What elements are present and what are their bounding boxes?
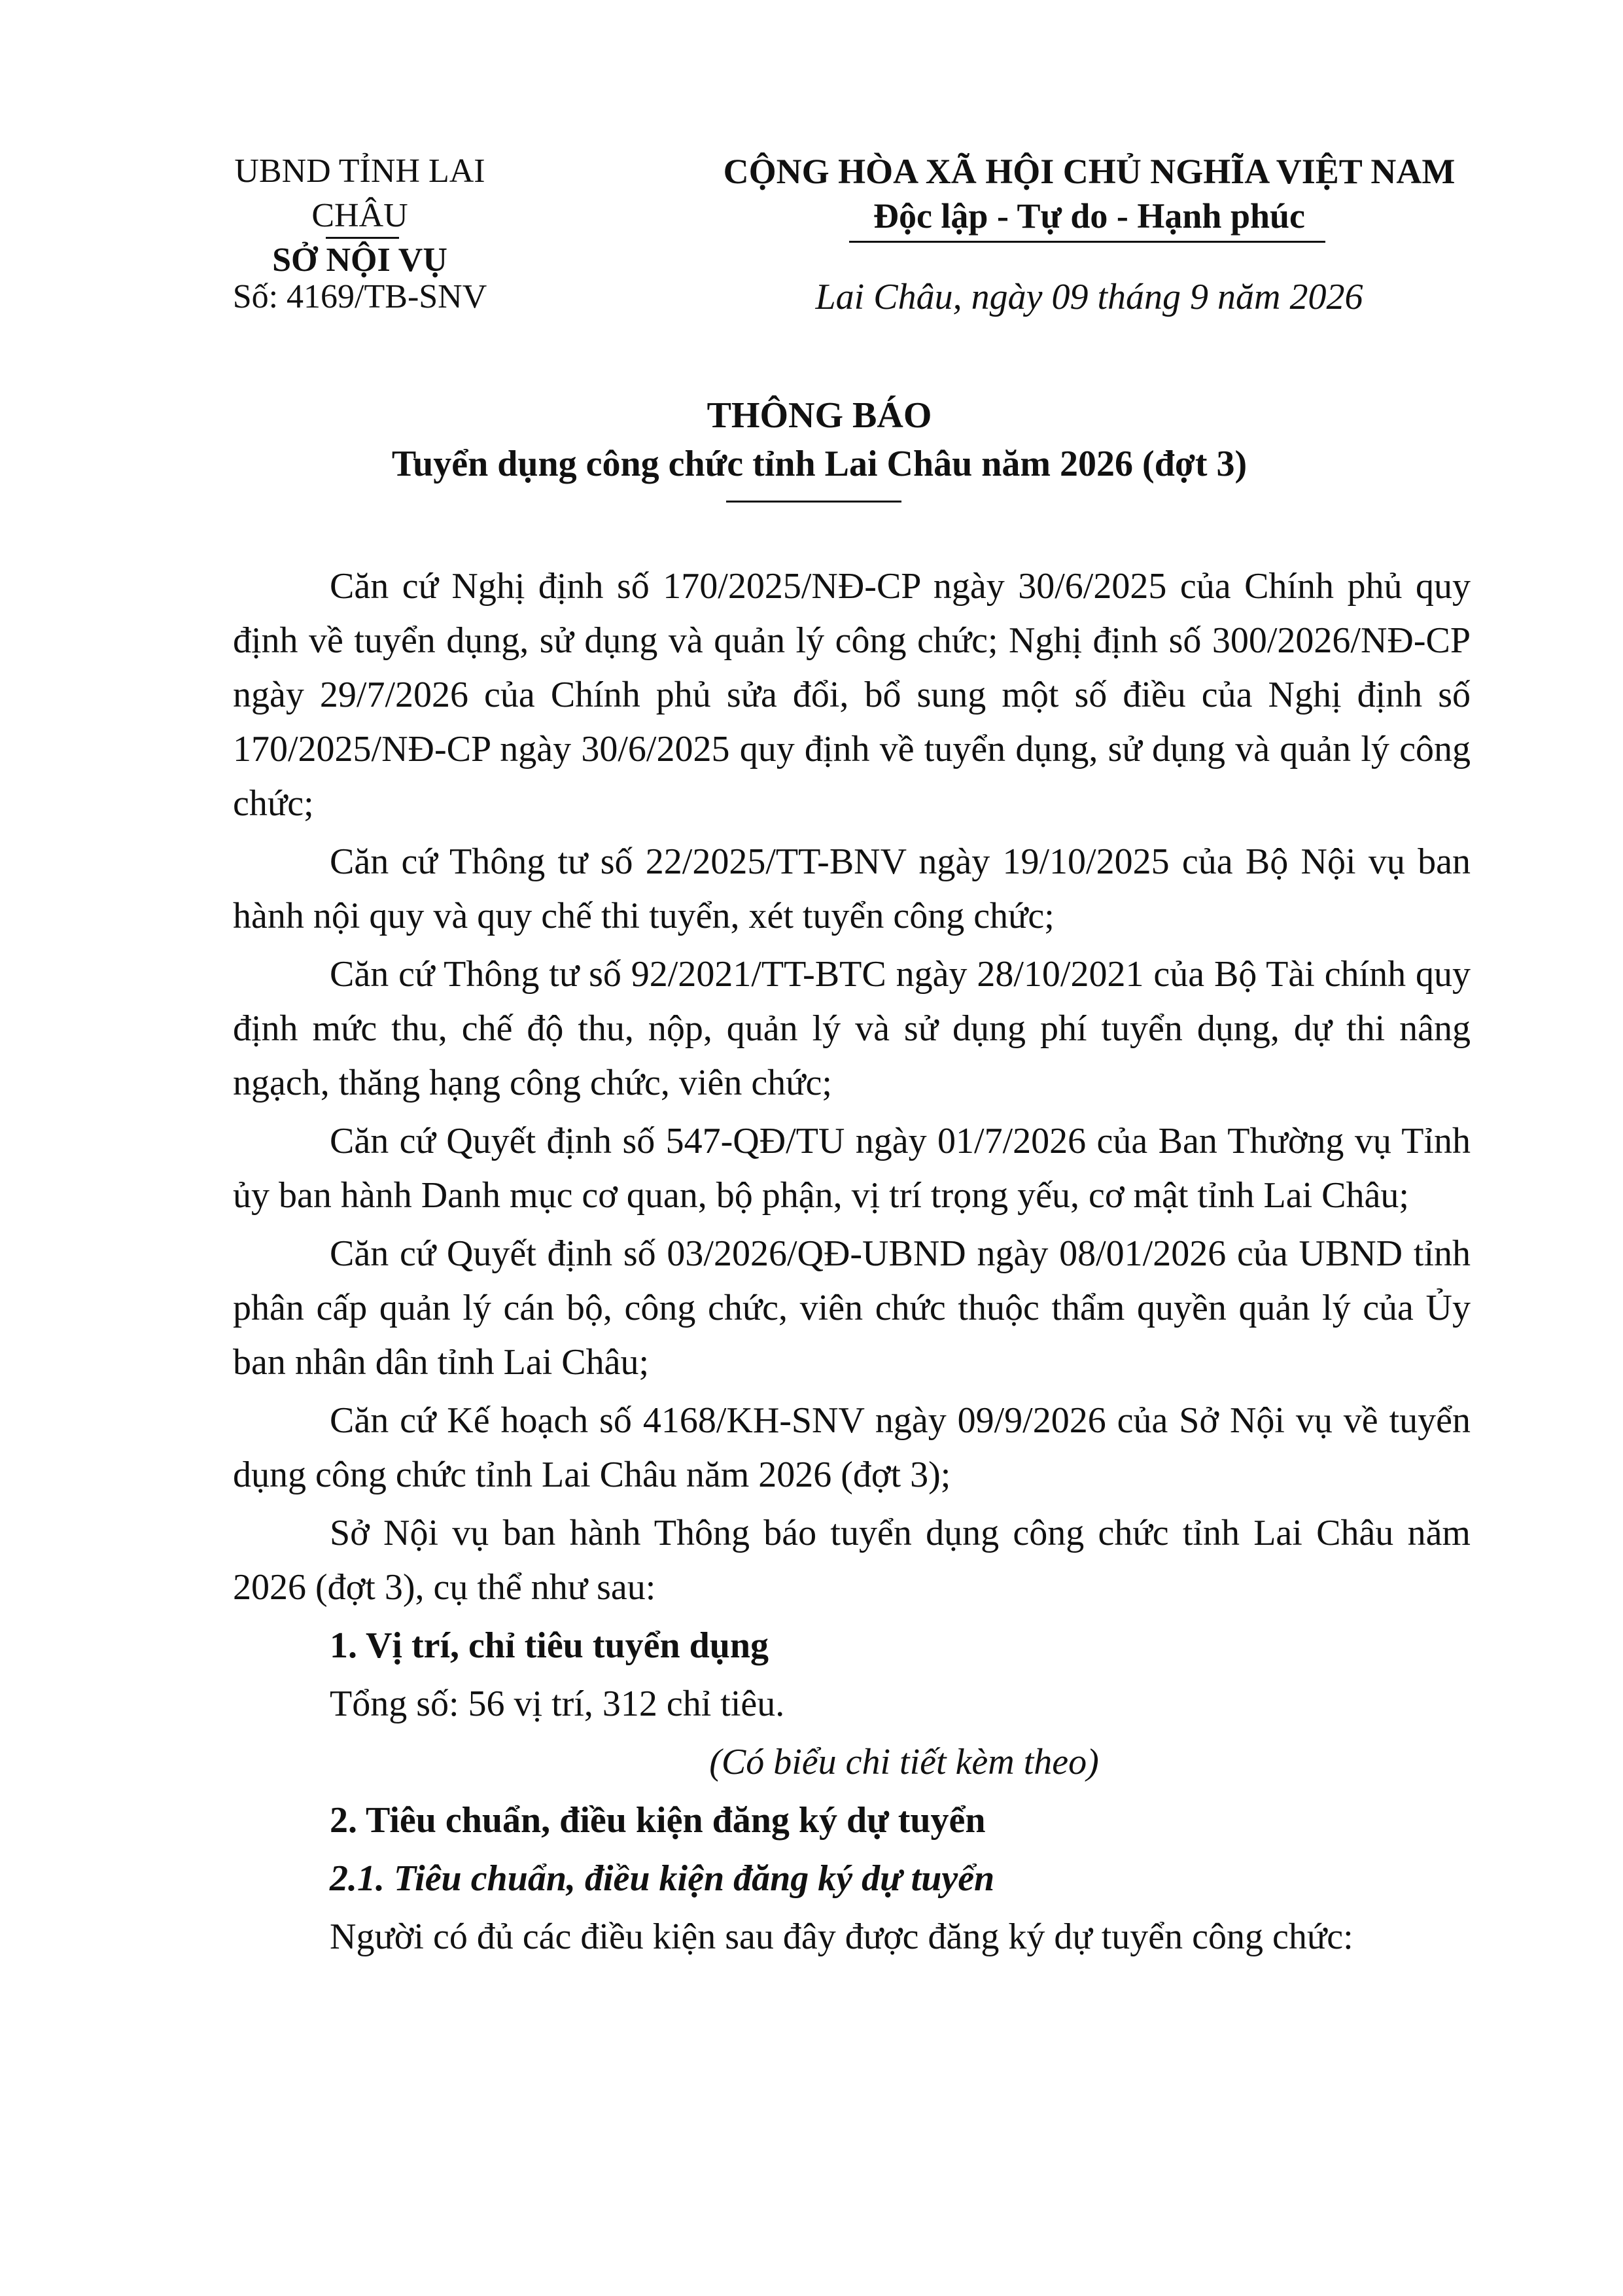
agency-name: SỞ NỘI VỤ <box>272 241 447 279</box>
legal-basis-paragraph: Căn cứ Quyết định số 547-QĐ/TU ngày 01/7/2026 của Ban Thường vụ Tỉnh ủy ban hành Danh mục cơ quan, bộ phận, vị trí trọng yếu, cơ mật tỉnh Lai Châu; <box>233 1121 1471 1216</box>
legal-basis-paragraph: Căn cứ Thông tư số 92/2021/TT-BTC ngày 28/10/2021 của Bộ Tài chính quy định mức thu, chế độ thu, nộp, quản lý và sử dụng phí tuyển dụng, dự thi nâng ngạch, thăng hạng công chức, viên chức; <box>233 954 1471 1103</box>
agency-underline <box>326 237 399 239</box>
quota-total: Tổng số: 56 vị trí, 312 chỉ tiêu. <box>330 1684 785 1724</box>
place-and-date: Lai Châu, ngày 09 tháng 9 năm 2026 <box>815 277 1363 317</box>
document-title <box>196 391 1442 488</box>
section-heading-2: 2. Tiêu chuẩn, điều kiện đăng ký dự tuyển <box>330 1800 986 1841</box>
legal-basis-paragraph: Căn cứ Thông tư số 22/2025/TT-BNV ngày 19/10/2025 của Bộ Nội vụ ban hành nội quy và quy chế thi tuyển, xét tuyển công chức; <box>233 841 1471 936</box>
intro-paragraph: Sở Nội vụ ban hành Thông báo tuyển dụng công chức tỉnh Lai Châu năm 2026 (đợt 3), cụ thể như sau: <box>233 1513 1471 1608</box>
title-subject: Tuyển dụng công chức tỉnh Lai Châu năm 2026 (đợt 3) <box>391 444 1248 484</box>
subsection-heading-2-1: 2.1. Tiêu chuẩn, điều kiện đăng ký dự tuyển <box>330 1858 995 1899</box>
legal-basis-paragraph: Căn cứ Kế hoạch số 4168/KH-SNV ngày 09/9/2026 của Sở Nội vụ về tuyển dụng công chức tỉnh Lai Châu năm 2026 (đợt 3); <box>233 1400 1471 1495</box>
motto-underline <box>849 241 1325 243</box>
attachment-note: (Có biểu chi tiết kèm theo) <box>709 1742 1099 1782</box>
nation-name: CỘNG HÒA XÃ HỘI CHỦ NGHĨA VIỆT NAM <box>723 152 1456 191</box>
parent-agency: UBND TỈNH LAI CHÂU <box>234 152 485 234</box>
eligibility-intro: Người có đủ các điều kiện sau đây được đăng ký dự tuyển công chức: <box>330 1916 1353 1957</box>
document-number: Số: 4169/TB-SNV <box>232 278 487 315</box>
national-motto: Độc lập - Tự do - Hạnh phúc <box>873 196 1306 236</box>
title-underline <box>726 501 901 503</box>
legal-basis-paragraph: Căn cứ Nghị định số 170/2025/NĐ-CP ngày 30/6/2025 của Chính phủ quy định về tuyển dụng, sử dụng và quản lý công chức; Nghị định số 300/2026/NĐ-CP ngày 29/7/2026 của Chính phủ sửa đổi, bổ sung một số điều của Nghị định số 170/2025/NĐ-CP ngày 30/6/2025 quy định về tuyển dụng, sử dụng và quản lý công chức; <box>233 566 1471 824</box>
title-main: THÔNG BÁO <box>707 395 932 436</box>
legal-basis-paragraph: Căn cứ Quyết định số 03/2026/QĐ-UBND ngày 08/01/2026 của UBND tỉnh phân cấp quản lý cán bộ, công chức, viên chức thuộc thẩm quyền quản lý của Ủy ban nhân dân tỉnh Lai Châu; <box>233 1233 1471 1383</box>
document-body <box>233 559 1471 1968</box>
national-header-block <box>697 149 1482 238</box>
issuing-agency-block <box>196 149 523 283</box>
section-heading-1: 1. Vị trí, chỉ tiêu tuyển dụng <box>330 1625 769 1666</box>
